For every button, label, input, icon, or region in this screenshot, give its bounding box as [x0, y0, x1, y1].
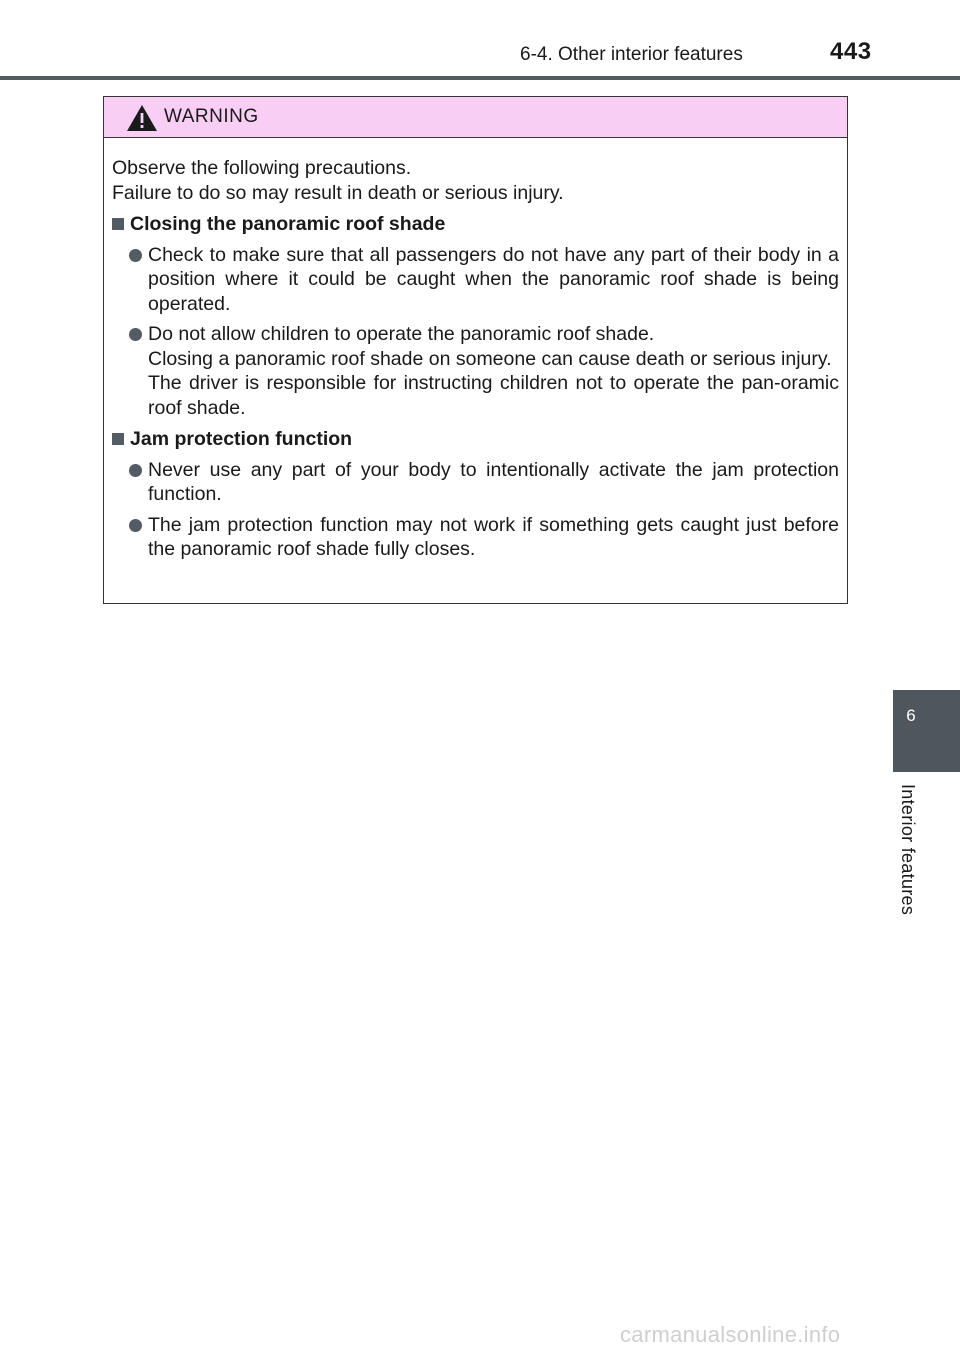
round-bullet-icon: [129, 519, 142, 532]
warning-triangle-icon: [126, 104, 158, 132]
side-tab-label: Interior features: [898, 784, 918, 916]
warning-body: [104, 138, 847, 562]
section-heading-text: Jam protection function: [130, 428, 353, 450]
section-heading: [112, 212, 839, 237]
bullet-item: [112, 243, 839, 317]
header-rule: [0, 76, 960, 80]
warning-title: WARNING: [164, 106, 259, 127]
bullet-content: [148, 458, 839, 507]
page-number: 443: [830, 38, 872, 65]
bullet-text: Never use any part of your body to intentionally activate the jam protection function.: [148, 458, 839, 505]
warning-intro: [112, 156, 839, 205]
square-bullet-icon: [112, 433, 124, 445]
bullet-content: [148, 513, 839, 562]
watermark: carmanualsonline.info: [620, 1322, 841, 1347]
warning-box: [103, 96, 848, 604]
round-bullet-icon: [129, 328, 142, 341]
bullet-content: [148, 243, 839, 317]
bullet-item: [112, 322, 839, 420]
header-section-title: 6-4. Other interior features: [520, 44, 743, 65]
bullet-item: [112, 513, 839, 562]
bullet-text: Do not allow children to operate the panoramic roof shade.: [148, 323, 655, 345]
warning-header: [104, 97, 847, 138]
bullet-text: The driver is responsible for instructing children not to operate the pan-oramic roof shade.: [148, 372, 839, 419]
side-tab-number: 6: [906, 706, 916, 725]
bullet-content: [148, 322, 839, 420]
square-bullet-icon: [112, 218, 124, 230]
bullet-text: Closing a panoramic roof shade on someone can cause death or serious injury.: [148, 347, 832, 370]
side-tab: [893, 690, 960, 772]
bullet-text: Check to make sure that all passengers do not have any part of their body in a position where it could be caught when the panoramic roof shade is being operated.: [148, 243, 839, 315]
bullet-item: [112, 458, 839, 507]
section-heading-text: Closing the panoramic roof shade: [130, 213, 446, 235]
round-bullet-icon: [129, 464, 142, 477]
section-jam-protection: [112, 427, 839, 562]
bullet-text: The jam protection function may not work if something gets caught just before the panoramic roof shade fully closes.: [148, 513, 839, 560]
intro-line: Observe the following precautions.: [112, 157, 412, 179]
section-closing-shade: [112, 212, 839, 420]
round-bullet-icon: [129, 249, 142, 262]
intro-line: Failure to do so may result in death or serious injury.: [112, 181, 564, 204]
section-heading: [112, 427, 839, 452]
